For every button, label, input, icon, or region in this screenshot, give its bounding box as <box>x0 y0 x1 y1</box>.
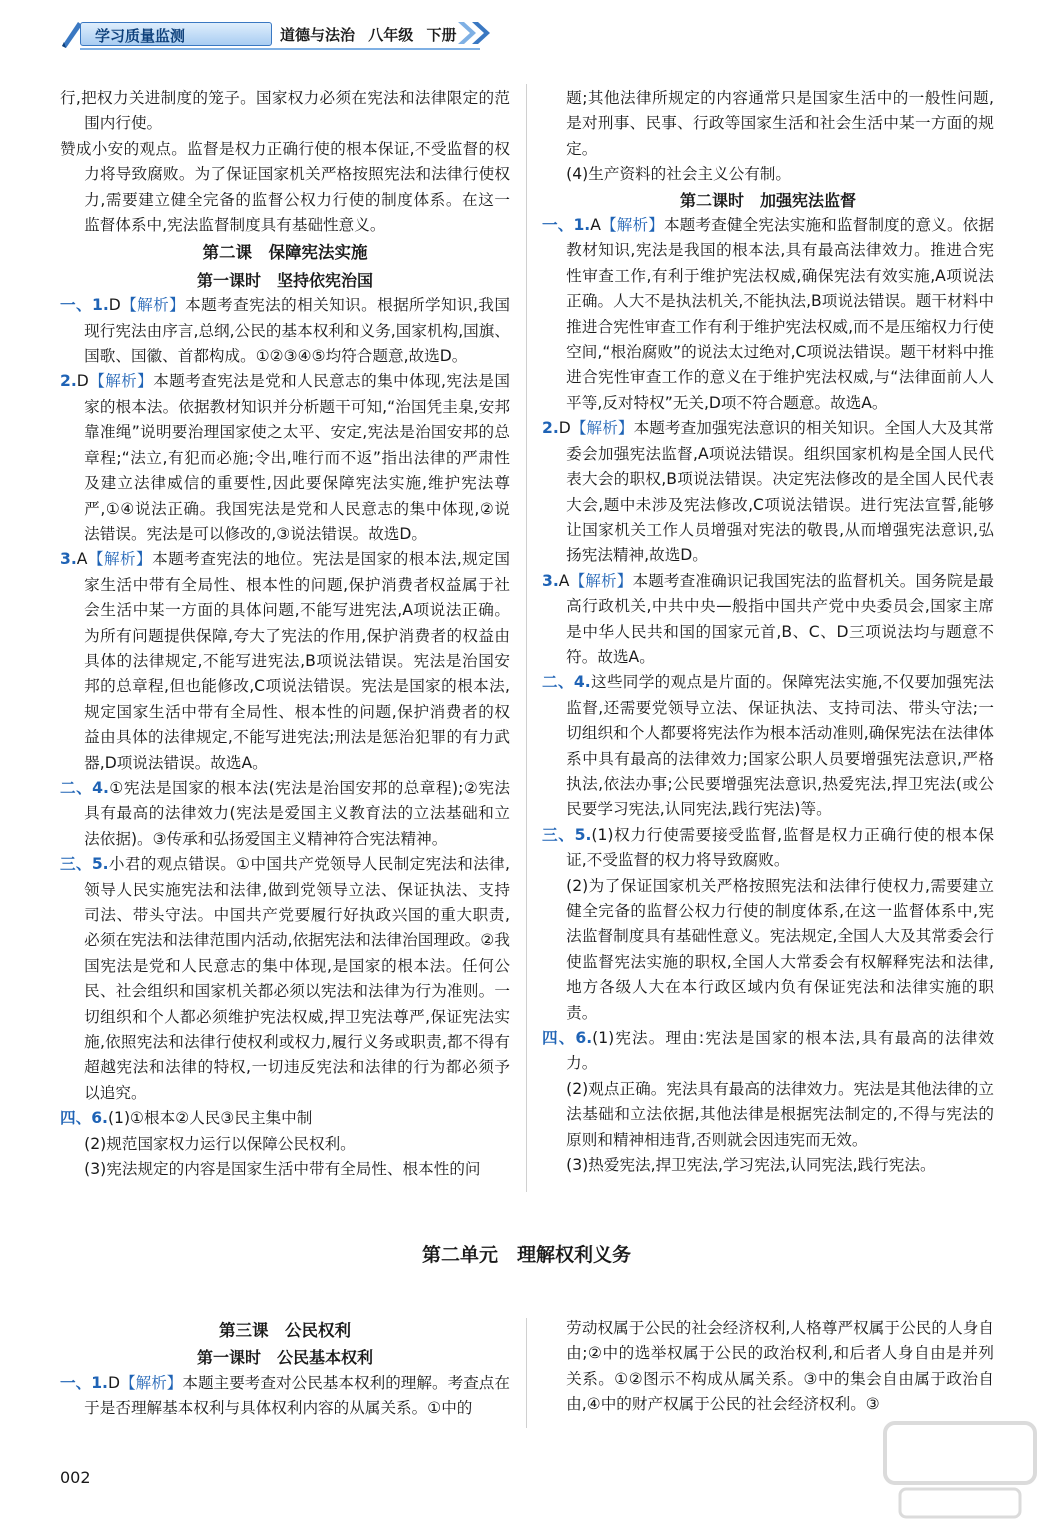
question-number: 一、1. <box>60 1373 108 1392</box>
answer-text: 行,把权力关进制度的笼子。国家权力必须在宪法和法律限定的范围内行使。 <box>60 89 510 133</box>
answer-choice: A <box>590 216 601 235</box>
analysis-tag: 【解析】 <box>120 296 186 315</box>
analysis-tag: 【解析】 <box>569 571 633 590</box>
answer-text: ①宪法是国家的根本法(宪法是治国安邦的总章程);②宪法具有最高的法律效力(宪法是爱国主义教育法的立法基础和立法依据)。③传承和弘扬爱国主义精神符合宪法精神。 <box>84 778 510 848</box>
answer-item <box>60 86 510 137</box>
answer-text: (4)生产资料的社会主义公有制。 <box>566 165 791 184</box>
answer-text: (1)①根本②人民③民主集中制 <box>107 1109 313 1128</box>
page-number: 002 <box>60 1468 91 1487</box>
answer-text: 本题主要考查对公民基本权利的理解。考查点在于是否理解基本权利与具体权利内容的从属关系。①中的 <box>84 1373 510 1418</box>
question-number: 3. <box>60 550 77 569</box>
answer-text: (1)权力行使需要接受监督,监督是权力正确行使的根本保证,不受监督的权力将导致腐败。 <box>566 825 994 870</box>
answer-choice: A <box>558 571 570 590</box>
answer-item <box>60 369 510 547</box>
book-info <box>280 24 457 45</box>
page-header <box>58 14 498 48</box>
answer-item <box>60 776 510 852</box>
answer-text: 题;其他法律所规定的内容通常只是国家生活中的一般性问题,是对刑事、民事、行政等国家生活和社会生活中某一方面的规定。 <box>566 89 994 158</box>
lesson-heading: 第二课 保障宪法实施 <box>202 243 368 263</box>
answer-item <box>60 1106 510 1131</box>
watermark-logo <box>880 1415 1040 1525</box>
analysis-tag: 【解析】 <box>570 419 634 438</box>
header-rule <box>80 48 480 50</box>
bottom-right-column <box>542 1316 994 1418</box>
answer-choice: D <box>107 1373 120 1392</box>
answer-text: 本题考查加强宪法意识的相关知识。全国人大及其常委会加强宪法监督,A项说法错误。组织国家机构是全国人民代表大会的职权,B项说法错误。决定宪法修改的是全国人民代表大会,题中未涉及宪法修改,C项说法错误。进行宪法宣誓,能够让国家机关工作人员增强对宪法的敬畏,从而增强宪法意识,弘扬宪法精神,故选D。 <box>566 419 994 565</box>
question-number: 三、5. <box>542 825 592 844</box>
answer-item <box>542 213 994 416</box>
period-heading: 第二课时 加强宪法监督 <box>679 190 856 210</box>
right-column <box>542 86 994 1178</box>
analysis-tag: 【解析】 <box>120 1373 183 1392</box>
chevron-right-icon <box>456 20 496 46</box>
question-number: 二、4. <box>60 778 109 797</box>
lesson-heading: 第三课 公民权利 <box>219 1321 351 1340</box>
series-title: 学习质量监测 <box>95 27 186 45</box>
left-column <box>60 86 510 1182</box>
period-heading: 第一课时 公民基本权利 <box>196 1348 373 1368</box>
answer-text: (3)宪法规定的内容是国家生活中带有全局性、根本性的问 <box>84 1160 481 1179</box>
answer-choice: D <box>108 296 121 315</box>
answer-item <box>542 823 994 874</box>
question-number: 一、1. <box>60 296 109 315</box>
answer-choice: D <box>558 419 571 438</box>
period-heading: 第一课时 坚持依宪治国 <box>196 270 373 290</box>
series-badge <box>80 22 272 46</box>
answer-item <box>60 852 510 1106</box>
column-divider-bottom <box>526 1318 527 1428</box>
answer-item <box>542 416 994 568</box>
column-divider <box>526 84 527 1192</box>
bottom-left-column <box>60 1316 510 1422</box>
answer-text: 本题考查健全宪法实施和监督制度的意义。依据教材知识,宪法是我国的根本法,具有最高法律效力。推进合宪性审查工作,有利于维护宪法权威,确保宪法有效实施,A项说法正确。人大不是执法机关,不能执法,B项说法错误。题干材料中推进合宪性审查工作有利于维护宪法权威,而不是压缩权力行使空间,“根治腐败”的说法太过绝对,C项说法错误。题干材料中推进合宪性审查工作的意义在于维护宪法权威,与“法律面前人人平等,反对特权”无关,D项不符合题意。故选A。 <box>566 216 994 412</box>
question-number: 一、1. <box>542 216 591 235</box>
answer-item <box>60 547 510 776</box>
answer-text: 这些同学的观点是片面的。保障宪法实施,不仅要加强宪法监督,还需要党领导立法、保证执法、支持司法、带头守法;一切组织和个人都要将宪法作为根本活动准则,确保宪法在法律体系中具有最高的法律效力;国家公职人员要增强宪法意识,严格执法,依法办事;公民要增强宪法意识,热爱宪法,捍卫宪法(或公民要学习宪法,认同宪法,践行宪法)等。 <box>566 673 994 819</box>
answer-text: (2)观点正确。宪法具有最高的法律效力。宪法是其他法律的立法基础和立法依据,其他法律是根据宪法制定的,不得与宪法的原则和精神相违背,否则就会因违宪而无效。 <box>566 1079 994 1149</box>
analysis-tag: 【解析】 <box>87 550 153 569</box>
volume-label: 下册 <box>426 26 457 44</box>
question-number: 3. <box>542 571 559 590</box>
question-number: 二、4. <box>542 673 591 692</box>
answer-item <box>60 293 510 369</box>
answer-text: 劳动权属于公民的社会经济权利,人格尊严权属于公民的人身自由;②中的选举权属于公民的政治权利,和后者人身自由是并列关系。①②图示不构成从属关系。③中的集会自由属于政治自由,④中的财产权属于公民的社会经济权利。③ <box>566 1319 994 1414</box>
answer-item <box>60 137 510 239</box>
answer-text: (2)为了保证国家机关严格按照宪法和法律行使权力,需要建立健全完备的监督公权力行使的制度体系,在这一监督体系中,宪法监督制度具有基础性意义。宪法规定,全国人大及其常委会行使监督宪法实施的职权,全国人大常委会有权解释宪法和法律,地方各级人大在本行政区域内负有保证宪法和法律实施的职责。 <box>566 876 994 1022</box>
answer-choice: D <box>76 372 89 391</box>
answer-item <box>542 670 994 822</box>
analysis-tag: 【解析】 <box>600 216 664 235</box>
question-number: 2. <box>60 372 77 391</box>
answer-text: (3)热爱宪法,捍卫宪法,学习宪法,认同宪法,践行宪法。 <box>566 1156 936 1175</box>
answer-item <box>542 569 994 671</box>
answer-text: 本题考查宪法的地位。宪法是国家的根本法,规定国家生活中带有全局性、根本性的问题,保护消费者权益属于社会生活中某一方面的具体问题,不能写进宪法,A项说法正确。为所有问题提供保障,夸大了宪法的作用,保护消费者的权益由具体的法律规定,不能写进宪法,B项说法错误。宪法是治国安邦的总章程,但也能修改,C项说法错误。宪法是国家的根本法,规定国家生活中带有全局性、根本性的问题,保护消费者的权益由具体的法律规定,不能写进宪法;刑法是惩治犯罪的有力武器,D项说法错误。故选A。 <box>84 550 510 772</box>
answer-choice: A <box>76 550 88 569</box>
answer-text: 赞成小安的观点。监督是权力正确行使的根本保证,不受监督的权力将导致腐败。为了保证国家机关严格按照宪法和法律行使权力,需要建立健全完备的监督公权力行使的制度体系。在这一监督体系中,宪法监督制度具有基础性意义。 <box>60 139 510 235</box>
answer-item <box>542 1026 994 1077</box>
question-number: 三、5. <box>60 855 109 874</box>
question-number: 四、6. <box>542 1029 593 1048</box>
answer-item <box>60 1371 510 1422</box>
subject-label: 道德与法治 <box>280 26 356 44</box>
answer-text: 本题考查宪法的相关知识。根据所学知识,我国现行宪法由序言,总纲,公民的基本权利和义务,国家机构,国旗、国歌、国徽、首都构成。①②③④⑤均符合题意,故选D。 <box>84 296 510 366</box>
answer-text: (2)规范国家权力运行以保障公民权利。 <box>84 1134 356 1153</box>
answer-text: 本题考查准确识记我国宪法的监督机关。国务院是最高行政机关,中共中央—般指中国共产党中央委员会,国家主席是中华人民共和国的国家元首,B、C、D三项说法均与题意不符。故选A。 <box>566 571 994 666</box>
unit-title: 第二单元 理解权利义务 <box>421 1244 631 1266</box>
answer-text: 本题考查宪法是党和人民意志的集中体现,宪法是国家的根本法。依据教材知识并分析题干可知,“治国凭圭臬,安邦靠准绳”说明要治理国家使之太平、安定,宪法是治国安邦的总章程;“法立,有犯而必施;令出,唯行而不返”指出法律的严肃性及建立法律威信的重要性,因此要保障宪法实施,维护宪法尊严,①④说法正确。我国宪法是党和人民意志的集中体现,②说法错误。宪法是可以修改的,③说法错误。故选D。 <box>84 372 510 543</box>
analysis-tag: 【解析】 <box>88 372 154 391</box>
answer-text: 小君的观点错误。①中国共产党领导人民制定宪法和法律,领导人民实施宪法和法律,做到党领导立法、保证执法、支持司法、带头守法。中国共产党要履行好执政兴国的重大职责,必须在宪法和法律范围内活动,依据宪法和法律治国理政。②我国宪法是党和人民意志的集中体现,是国家的根本法。任何公民、社会组织和国家机关都必须以宪法和法律为行为准则。一切组织和个人都必须维护宪法权威,捍卫宪法尊严,保证宪法实施,依照宪法和法律行使权利或权力,履行义务或职责,都不得有超越宪法和法律的特权,一切违反宪法和法律的行为都必须予以追究。 <box>84 855 510 1102</box>
question-number: 2. <box>542 419 559 438</box>
grade-label: 八年级 <box>368 26 414 44</box>
question-number: 四、6. <box>60 1109 108 1128</box>
answer-text: (1)宪法。理由:宪法是国家的根本法,具有最高的法律效力。 <box>566 1029 994 1073</box>
